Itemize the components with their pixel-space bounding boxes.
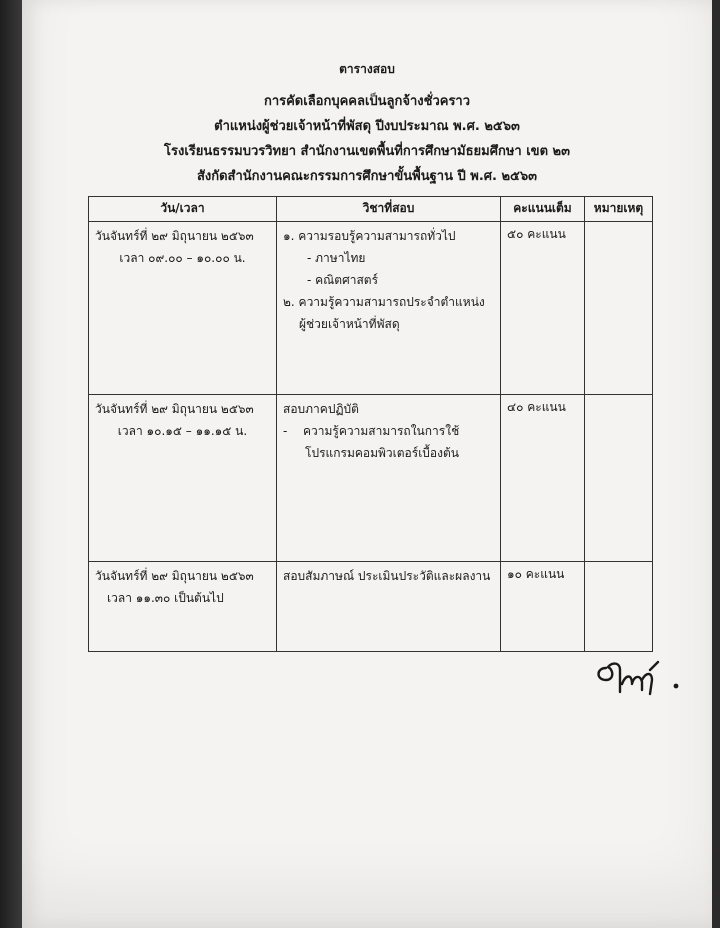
cell-score: ๑๐ คะแนน xyxy=(501,562,585,652)
header-remark: หมายเหตุ xyxy=(585,197,653,222)
table-row xyxy=(89,222,653,395)
row-time: เวลา ๑๑.๓๐ เป็นต้นไป xyxy=(107,591,224,605)
cell-subject xyxy=(277,395,501,562)
handwritten-signature xyxy=(592,650,692,700)
subject-line: ๒. ความรู้ความสามารถประจำตำแหน่ง xyxy=(283,295,485,309)
subject-line: ผู้ช่วยเจ้าหน้าที่พัสดุ xyxy=(299,317,400,331)
cell-remark xyxy=(585,395,653,562)
cell-subject xyxy=(277,562,501,652)
table-row xyxy=(89,395,653,562)
header-full-score: คะแนนเต็ม xyxy=(501,197,585,222)
row-date: วันจันทร์ที่ ๒๙ มิถุนายน ๒๕๖๓ xyxy=(95,569,254,583)
cell-score: ๔๐ คะแนน xyxy=(501,395,585,562)
subject-line: สอบภาคปฏิบัติ xyxy=(283,402,359,416)
header-datetime: วัน/เวลา xyxy=(89,197,277,222)
cell-subject xyxy=(277,222,501,395)
document-page xyxy=(22,0,712,928)
subtitle-line-3: โรงเรียนธรรมบวรวิทยา สำนักงานเขตพื้นที่การศึกษามัธยมศึกษา เขต ๒๓ xyxy=(164,144,570,159)
subtitle-line-1: การคัดเลือกบุคคลเป็นลูกจ้างชั่วคราว xyxy=(263,94,471,109)
subject-line-bullet xyxy=(283,420,494,442)
cell-remark xyxy=(585,562,653,652)
subtitle-line-4: สังกัดสำนักงานคณะกรรมการศึกษาขั้นพื้นฐาน ปี พ.ศ. ๒๕๖๓ xyxy=(196,169,538,184)
subject-line: สอบสัมภาษณ์ ประเมินประวัติและผลงาน xyxy=(283,569,491,583)
cell-score: ๕๐ คะแนน xyxy=(501,222,585,395)
cell-datetime xyxy=(89,395,277,562)
subject-line: - คณิตศาสตร์ xyxy=(307,273,379,287)
subject-line: ความรู้ความสามารถในการใช้ xyxy=(303,424,460,438)
subject-line: โปรแกรมคอมพิวเตอร์เบื้องต้น xyxy=(305,446,459,460)
document-title: ตารางสอบ xyxy=(339,62,395,76)
table-row xyxy=(89,562,653,652)
subtitle-line-2: ตำแหน่งผู้ช่วยเจ้าหน้าที่พัสดุ ปีงบประมาณ พ.ศ. ๒๕๖๓ xyxy=(214,119,520,134)
subject-line: - ภาษาไทย xyxy=(307,251,366,265)
cell-remark xyxy=(585,222,653,395)
subject-line: ๑. ความรอบรู้ความสามารถทั่วไป xyxy=(283,229,456,243)
row-time: เวลา ๐๙.๐๐ – ๑๐.๐๐ น. xyxy=(119,251,246,265)
cell-datetime xyxy=(89,222,277,395)
exam-schedule-table xyxy=(88,196,653,652)
row-time: เวลา ๑๐.๑๕ – ๑๑.๑๕ น. xyxy=(117,424,248,438)
photo-edge-shadow xyxy=(0,0,22,928)
header-subject: วิชาที่สอบ xyxy=(277,197,501,222)
row-date: วันจันทร์ที่ ๒๙ มิถุนายน ๒๕๖๓ xyxy=(95,402,254,416)
row-date: วันจันทร์ที่ ๒๙ มิถุนายน ๒๕๖๓ xyxy=(95,229,254,243)
table-header-row xyxy=(89,197,653,222)
bullet-dash: - xyxy=(283,424,288,438)
cell-datetime xyxy=(89,562,277,652)
